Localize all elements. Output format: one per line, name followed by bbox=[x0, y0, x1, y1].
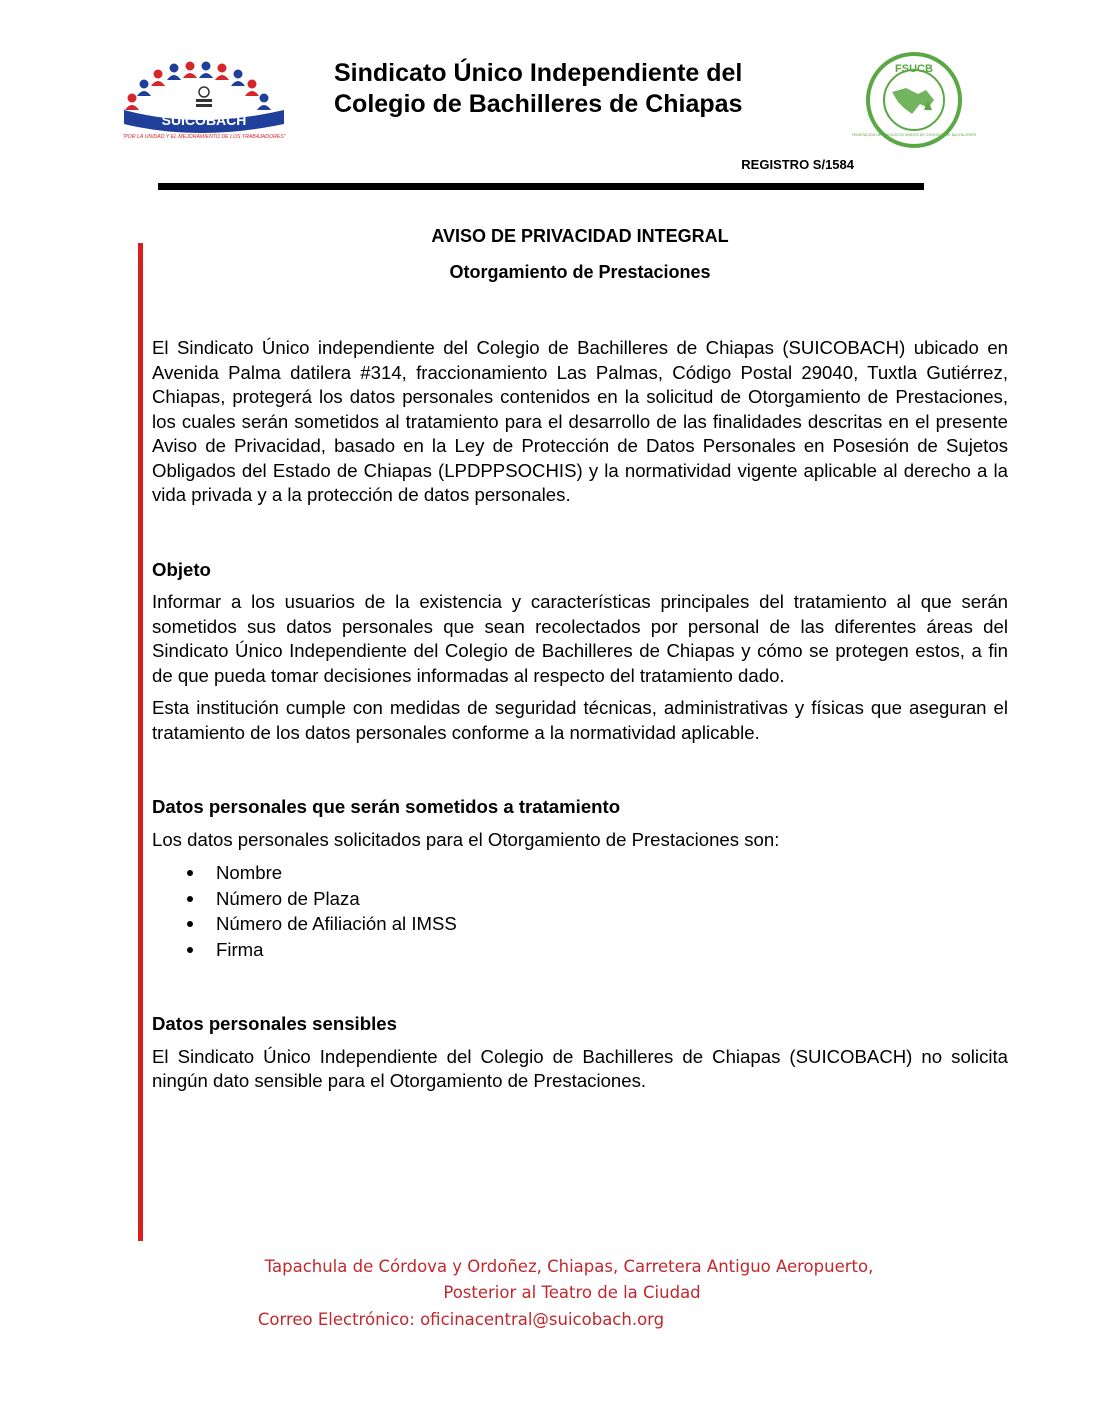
intro-paragraph: El Sindicato Único independiente del Colegio de Bachilleres de Chiapas (SUICOBACH) ubicado en Avenida Palma datilera #314, fraccionamiento Las Palmas, Código Postal 29040, Tuxtla Gutiérrez, Chiapas, protegerá los datos personales contenidos en la solicitud de Otorgamiento de Prestaciones, los cuales serán sometidos al tratamiento para el desarrollo de las finalidades descritas en el presente Aviso de Privacidad, basado en la Ley de Protección de Datos Personales en Posesión de Sujetos Obligados del Estado de Chiapas (LPDPPSOCHIS) y la normatividad vigente aplicable al derecho a la vida privada y a la protección de datos personales. bbox=[152, 337, 1008, 505]
registro-number: REGISTRO S/1584 bbox=[741, 157, 854, 172]
fsucb-ring-text: FEDERACIÓN DE SINDICATOS UNIDOS DE COLEGIOS DE BACHILLERES bbox=[851, 133, 977, 137]
document-body bbox=[152, 336, 1008, 1094]
footer-email: Correo Electrónico: oficinacentral@suicobach.org bbox=[257, 1310, 665, 1329]
datos-paragraph-1: Los datos personales solicitados para el Otorgamiento de Prestaciones son: bbox=[152, 828, 780, 850]
logo-text: SUICOBACH bbox=[161, 112, 247, 128]
list-item: Firma bbox=[216, 937, 1008, 963]
section-heading-sensibles: Datos personales sensibles bbox=[152, 1013, 397, 1034]
objeto-paragraph-2: Esta institución cumple con medidas de seguridad técnicas, administrativas y físicas que aseguran el tratamiento de los datos personales conforme a la normatividad aplicable. bbox=[152, 697, 1008, 743]
header-title bbox=[334, 58, 854, 120]
left-red-margin-bar bbox=[138, 243, 143, 1241]
header-divider bbox=[158, 183, 924, 190]
fsucb-logo bbox=[851, 50, 977, 150]
suicobach-logo bbox=[118, 62, 290, 142]
datos-list bbox=[152, 860, 1008, 962]
section-heading-datos: Datos personales que serán sometidos a tratamiento bbox=[152, 796, 621, 817]
people-arc-graphic bbox=[125, 62, 271, 111]
objeto-paragraph-1: Informar a los usuarios de la existencia y características principales del tratamiento al que serán sometidos sus datos personales que sean recolectados por personal de las diferentes áreas del Sindicato Único Independiente del Colegio de Bachilleres de Chiapas y cómo se protegen estos, a fin de que pueda tomar decisiones informadas al respecto del tratamiento dado. bbox=[152, 591, 1008, 686]
list-item: Número de Plaza bbox=[216, 886, 1008, 912]
sensibles-paragraph: El Sindicato Único Independiente del Colegio de Bachilleres de Chiapas (SUICOBACH) no solicita ningún dato sensible para el Otorgamiento de Prestaciones. bbox=[152, 1045, 1008, 1091]
footer-address-line2: Posterior al Teatro de la Ciudad bbox=[443, 1283, 701, 1302]
header-title-line1: Sindicato Único Independiente del bbox=[334, 59, 743, 87]
document-title: AVISO DE PRIVACIDAD INTEGRAL bbox=[431, 226, 729, 246]
footer-address-line1: Tapachula de Córdova y Ordoñez, Chiapas, Carretera Antiguo Aeropuerto, bbox=[264, 1257, 874, 1276]
logo-motto: "POR LA UNIDAD Y EL MEJORAMIENTO DE LOS TRABAJADORES" bbox=[122, 134, 286, 140]
section-heading-objeto: Objeto bbox=[152, 558, 211, 580]
list-item: Número de Afiliación al IMSS bbox=[216, 911, 1008, 937]
document-subtitle: Otorgamiento de Prestaciones bbox=[449, 262, 711, 282]
list-item: Nombre bbox=[216, 860, 1008, 886]
fsucb-text: FSUCB bbox=[895, 63, 933, 75]
header-title-line2: Colegio de Bachilleres de Chiapas bbox=[334, 90, 743, 118]
